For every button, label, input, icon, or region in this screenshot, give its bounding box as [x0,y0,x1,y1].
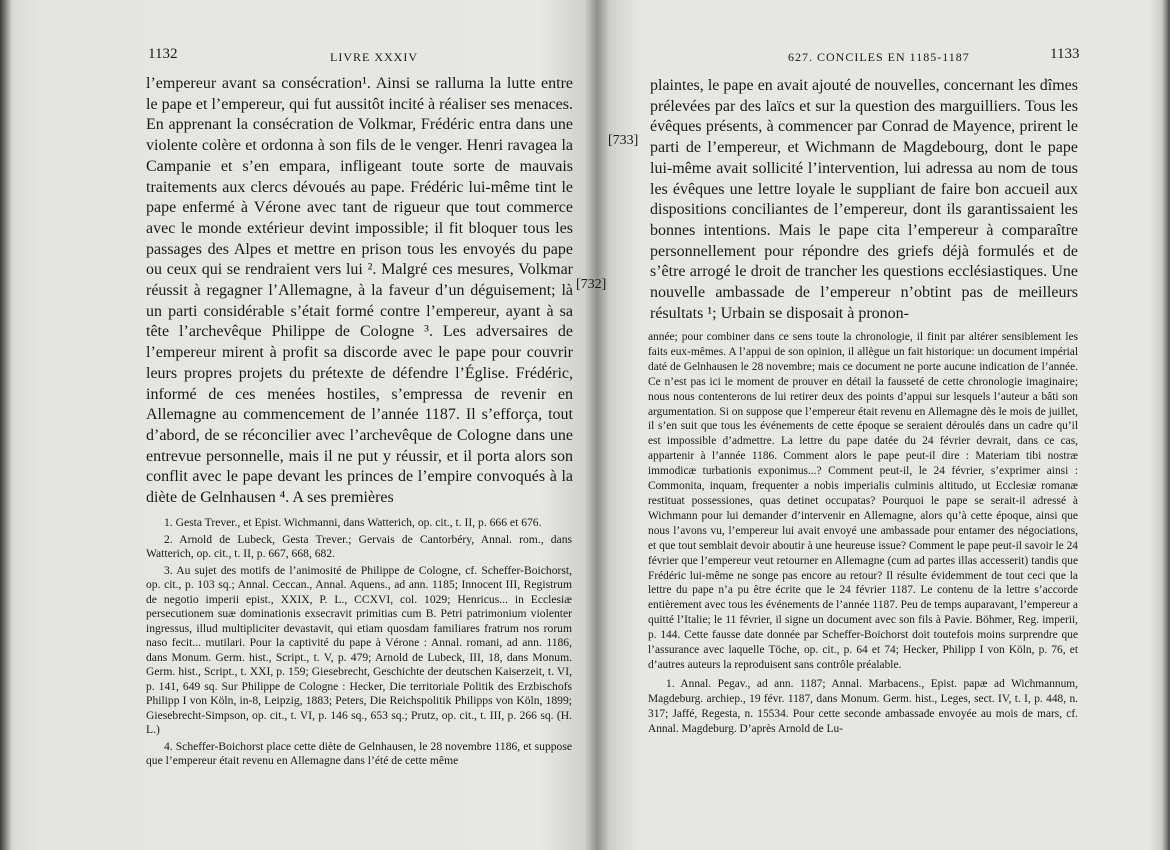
right-body-paragraph: plaintes, le pape en avait ajouté de nouvelles, concernant les dîmes prélevées par des laïcs et sur la question des marguilliers. Tous les évêques présents, à commencer par Conrad de Mayence, prirent le parti de l’empereur, et Wichmann de Magdebourg, dont le pape lui-même avait sollicité l’intervention, lui adressa au nom de tous les évêques une lettre loyale le suppliant de faire bon accueil aux dispositions conciliantes de l’empereur, dont ils garantissaient les bonnes intentions. Mais le pape cita l’empereur à comparaître personnellement pour répondre des griefs déjà formulés et de s’être arrogé le droit de trancher les questions ecclésiastiques. Une nouvelle ambassade de l’empereur n’obtint pas de meilleurs résultats ¹; Urbain se disposait à pronon- [650,77,1078,322]
right-page-number: 1133 [1050,46,1080,62]
left-page-number: 1132 [148,46,178,62]
footnote-2: 2. Arnold de Lubeck, Gesta Trever.; Gervais de Cantorbéry, Annal. rom., dans Watterich, op. cit., t. II, p. 667, 668, 682. [146,532,572,560]
right-page [598,0,1170,850]
footnote-1: 1. Gesta Trever., et Epist. Wichmanni, dans Watterich, op. cit., t. II, p. 666 et 676. [164,516,542,529]
left-body-text [146,74,573,509]
left-body-paragraph: l’empereur avant sa consécration¹. Ainsi se ralluma la lutte entre le pape et l’empereur, qui fut aussitôt incité à réaliser ses menaces. En apprenant la consécration de Volkmar, Frédéric entra dans une violente colère et ordonna à son fils de le venger. Henri ravagea la Campanie et s’en empara, infligeant toute sorte de mauvais traitements aux clercs dévoués au pape. Frédéric lui-même tint le pape enfermé à Vérone avec tant de rigueur que tout commerce avec le monde extérieur devint impossible; il fit bloquer tous les passages des Alpes et mettre en prison tous les envoyés du pape ou ceux qui se rendraient vers lui ². Malgré ces mesures, Volkmar réussit à regagner l’Allemagne, à la faveur d’un déguisement; là un parti considérable s’était formé contre l’empereur, ayant à sa tête l’archevêque Philippe de Cologne ³. Les adversaires de l’empereur mirent à profit sa discorde avec le pape pour couvrir leurs propres projets du prétexte de défendre l’Église. Frédéric, informé de ces menées hostiles, s’empressa de revenir en Allemagne au commencement de l’année 1187. Il s’efforça, tout d’abord, de se réconcilier avec l’archevêque de Cologne dans une entrevue personnelle, mais il ne put y réussir, et il porta alors son conflit avec le pape devant les princes de l’empire convoqués à la diète de Gelnhausen ⁴. A ses premières [146,75,573,507]
footnote-3: 3. Au sujet des motifs de l’animosité de Philippe de Cologne, cf. Scheffer-Boichorst, op. cit., p. 103 sq.; Annal. Ceccan., Annal. Aquens., ad ann. 1185; Innocent III, Registrum de negotio imperii epist., XXIX, P. L., CCXVI, col. 1029; Henricus... in Ecclesiæ persecutionem suæ dominationis exsecravit primitias cum B. Petri patrimonium violenter ingressus, illud multipliciter devastavit, qui etiam quosdam familiares fratrum nos rorum naso fecit... mutilari. Pour la captivité du pape à Vérone : Annal. romani, ad ann. 1186, dans Monum. Germ. hist., Script., t. V, p. 479; Arnold de Lubeck, III, 18, dans Monum. Germ. hist., Script., t. XXI, p. 159; Giesebrecht, Geschichte der deutschen Kaiserzeit, t. VI, p. 141, 649 sq. Sur Philippe de Cologne : Hecker, Die territoriale Politik des Erzbischofs Philipp I von Köln, in-8, Leipzig, 1883; Peters, Die Reichspolitik Philipps von Köln, 1899; Giesebrecht-Simpson, op. cit., t. VI, p. 146 sq., 653 sq.; Prutz, op. cit., t. III, p. 266 sq. (H. L.) [146,563,572,736]
right-body-text [650,76,1078,324]
right-margin-note: [733] [608,133,639,148]
footnote-continuation: année; pour combiner dans ce sens toute la chronologie, il finit par altérer sensiblement les faits eux-mêmes. A l’appui de son opinion, il allègue un fait historique: un document impérial daté de Gelnhausen le 28 novembre; mais ce document ne porte aucune indication de l’année. Ce n’est pas ici le moment de prouver en détail la fausseté de cette chronologie imaginaire; nous nous contenterons de lui retirer deux des points d’appui sur lesquels l’auteur a bâti son argumentation. Si on suppose que l’empereur était revenu en Allemagne dès le mois de juillet, il s’en suit que tous les événements de cette époque se seraient déroulés dans un cadre qu’il est impossible d’admettre. La lettre du pape datée du 24 février devrait, dans ce cas, appartenir à l’année 1186. Comment alors le pape peut-il dire : Materiam tibi nostræ immodicæ turbationis exponimus...? Comment peut-il, le 24 février, s’exprimer ainsi : Commonita, inquam, frequenter a nobis imperialis culminis altitudo, ut Ecclesiæ romanæ restituat possessiones, quas detinet occupatas? Pourquoi le pape se serait-il adressé à Wichmann pour lui demander d’intervenir en Allemagne, alors qu’à cette époque, ainsi que nous l’avons vu, l’empereur lui avait envoyé une ambassade pour entamer des négociations, et que tout semblait devoir aboutir à une heureuse issue? Comment le pape peut-il savoir le 24 février que l’empereur veut retourner en Allemagne (cum ad partes illas accesserit) tandis que Frédéric lui-même ne songe pas encore au retour? Il résulte évidemment de tout ceci que la lettre du pape n’a pu être écrite que le 24 février 1187. Le contenu de la lettre s’accorde entièrement avec tous les événements de l’année 1187. Peu de temps auparavant, l’empereur a quitté l’Italie; le 11 février, il signe un document avec son fils à Pavie. Böhmer, Reg. imperii, p. 144. Cette fausse date donnée par Scheffer-Boichorst doit toutefois moins surprendre que l’assurance avec laquelle Töche, op. cit., p. 64 et 74; Hecker, Philipp I von Köln, p. 76, et d’autres auteurs la reproduisent sans contrôle préalable. [648,331,1078,671]
footnote-4: 4. Scheffer-Boichorst place cette diète de Gelnhausen, le 28 novembre 1186, et suppose que l’empereur était revenu en Allemagne dans l’été de cette même [146,739,572,767]
left-footnotes [146,516,572,771]
right-footnotes [648,330,1078,738]
footnote-1: 1. Annal. Pegav., ad ann. 1187; Annal. Marbacens., Epist. papæ ad Wichmannum, Magdeburg. archiep., 19 févr. 1187, dans Monum. Germ. hist., Leges, sect. IV, t. I, p. 448, n. 317; Jaffé, Regesta, n. 15534. Pour cette seconde ambassade envoyée au mois de mars, cf. Annal. Magdeburg. D’après Arnold de Lu- [648,677,1078,735]
left-running-head: LIVRE XXXIV [330,50,418,64]
left-margin-note: [732] [576,277,607,292]
right-running-head: 627. CONCILES EN 1185-1187 [788,50,970,64]
